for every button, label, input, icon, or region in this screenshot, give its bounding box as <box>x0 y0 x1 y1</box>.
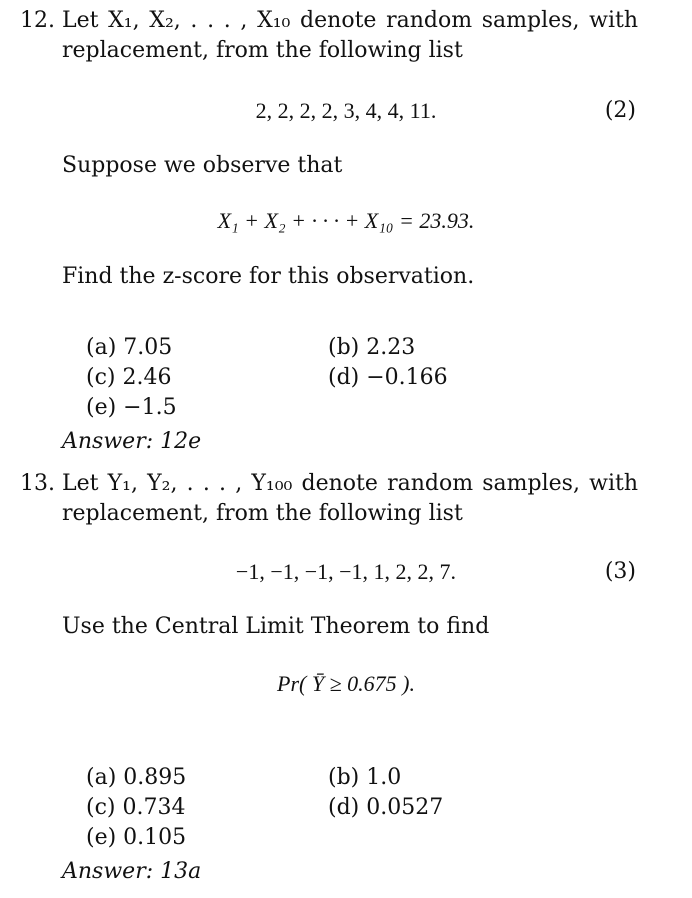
answer-label: Answer: 12e <box>62 429 202 454</box>
problem-intro-line-1: Let Y₁, Y₂, . . . , Y₁₀₀ denote random samples, with <box>62 471 638 496</box>
equation-number: (2) <box>604 98 636 123</box>
choice-e[interactable]: (e) −1.5 <box>86 395 177 420</box>
choice-b[interactable]: (b) 1.0 <box>328 765 402 790</box>
problem-intro-line-2: replacement, from the following list <box>62 38 463 63</box>
choice-e[interactable]: (e) 0.105 <box>86 825 187 850</box>
sample-list: −1, −1, −1, −1, 1, 2, 2, 7. <box>235 559 457 584</box>
choice-c[interactable]: (c) 0.734 <box>86 795 186 820</box>
problem-number: 13. <box>20 471 55 496</box>
instruction-text: Use the Central Limit Theorem to find <box>62 614 490 639</box>
choice-c[interactable]: (c) 2.46 <box>86 365 172 390</box>
problem-number: 12. <box>20 8 55 33</box>
choice-d[interactable]: (d) 0.0527 <box>328 795 444 820</box>
choice-a[interactable]: (a) 7.05 <box>86 335 173 360</box>
choice-b[interactable]: (b) 2.23 <box>328 335 416 360</box>
sum-equation: X₁ + X₂ + · · · + X₁₀ = 23.93. <box>217 208 475 233</box>
question-text: Find the z-score for this observation. <box>62 264 475 289</box>
probability-expression: Pr( Ȳ ≥ 0.675 ). <box>277 671 415 696</box>
observe-text: Suppose we observe that <box>62 153 343 178</box>
choice-d[interactable]: (d) −0.166 <box>328 365 448 390</box>
equation-number: (3) <box>604 559 636 584</box>
problem-intro-line-1: Let X₁, X₂, . . . , X₁₀ denote random samples, with <box>62 8 638 33</box>
sample-list: 2, 2, 2, 2, 3, 4, 4, 11. <box>255 98 437 123</box>
choice-a[interactable]: (a) 0.895 <box>86 765 187 790</box>
answer-label: Answer: 13a <box>62 859 202 884</box>
problem-intro-line-2: replacement, from the following list <box>62 501 463 526</box>
